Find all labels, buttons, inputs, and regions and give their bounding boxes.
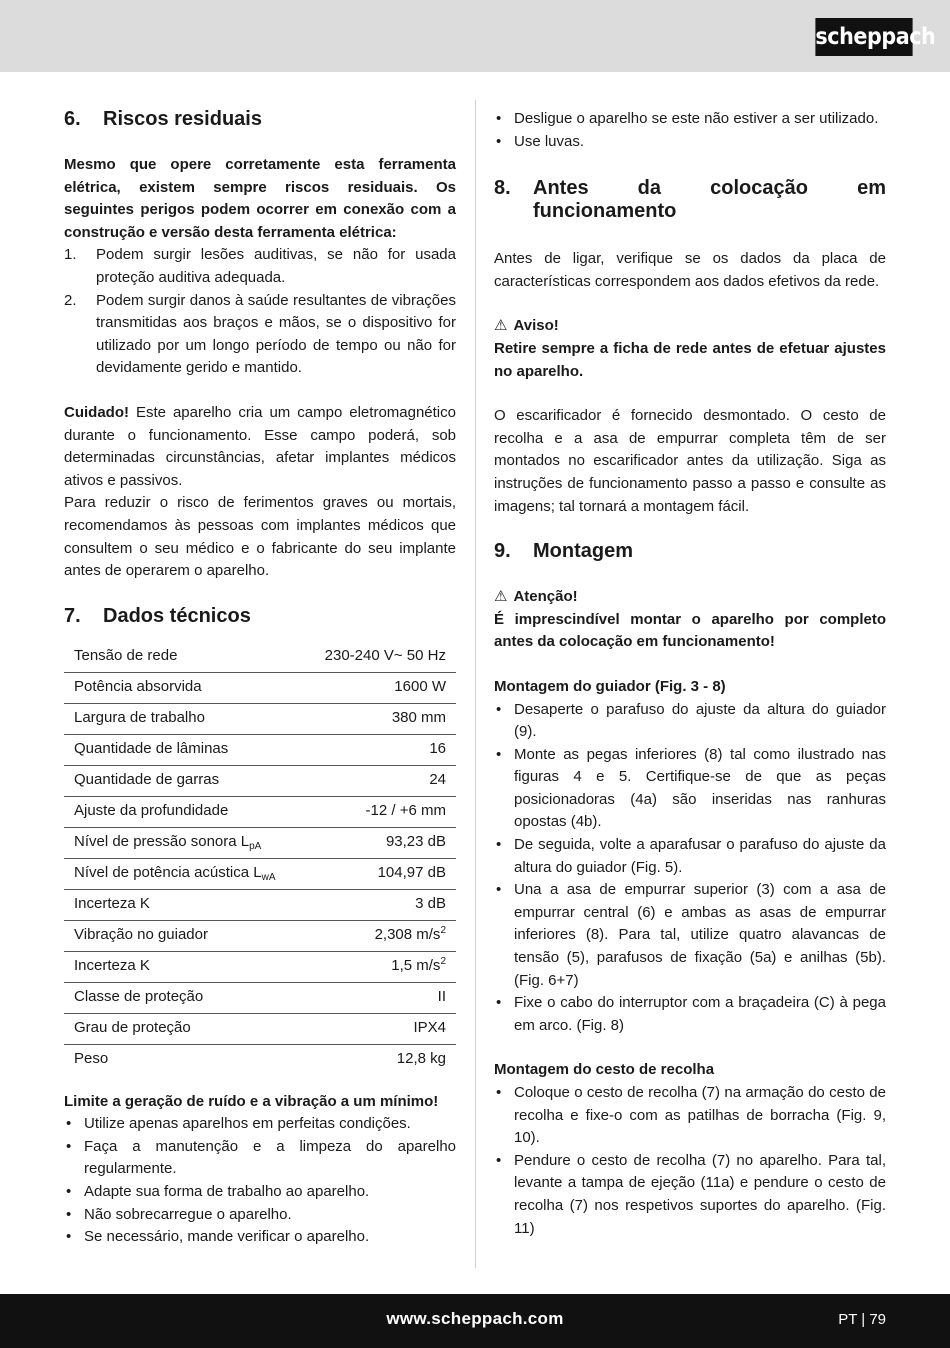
list-item: • Desaperte o parafuso do ajuste da altura do guiador (9). [496,700,886,741]
table-row: Largura de trabalho 380 mm [64,703,456,734]
caution-label: Cuidado! [64,403,129,421]
warning-text: Retire sempre a ficha de rede antes de efetuar ajustes no aparelho. [494,339,886,380]
warning-label-line: ⚠ Aviso! [494,315,886,338]
brand-logo: scheppach [815,18,912,56]
list-item: • Fixe o cabo do interruptor com a braçadeira (C) à pega em arco. (Fig. 8) [496,994,886,1034]
table-row: Nível de pressão sonora $L_{pA}$ 93,23 dB [64,827,456,858]
technical-data-table [64,642,456,1075]
section-8-heading [494,177,886,223]
warning-icon: ⚠ [494,317,508,335]
basket-assembly-heading: Montagem do cesto de recolha [494,1061,715,1079]
list-item: 2. Podem surgir danos à saúde resultantes de vibrações transmitidas aos braços e mãos, se o dispositivo for utilizado por um longo período de tempo ou não for devidamente gerido e mantido. [64,291,456,377]
list-item: • Faça a manutenção e a limpeza do aparelho regularmente. [66,1137,456,1178]
limit-heading: Limite a geração de ruído e a vibração a um mínimo! [64,1092,439,1110]
list-item: • Se necessário, mande verificar o aparelho. [66,1228,370,1246]
right-column [494,108,886,1240]
table-row: Tensão de rede 230-240 V~ 50 Hz [64,642,456,673]
risk-list [64,244,456,380]
implant-paragraph: Para reduzir o risco de ferimentos graves ou mortais, recomendamos às pessoas com implantes médicos que consultem o seu médico e o fabricante do seu implante antes de operarem o aparelho. [64,494,456,580]
list-item: • Coloque o cesto de recolha (7) na armação do cesto de recolha e fixe-o com as patilhas de borracha (Fig. 9, 10). [496,1084,886,1147]
table-row: Ajuste da profundidade -12 / +6 mm [64,796,456,827]
warning-icon: ⚠ [494,588,508,606]
website-link[interactable]: www.scheppach.com [386,1309,564,1328]
section-8-paragraph: Antes de ligar, verifique se os dados da placa de características correspondem aos dados efetivos da rede. [494,250,886,290]
list-item: • Não sobrecarregue o aparelho. [66,1205,292,1223]
basket-assembly-list [494,1082,886,1240]
caution-paragraph: Cuidado! Este aparelho cria um campo eletromagnético durante o funcionamento. Esse campo poderá, sob determinadas circunstâncias, afetar implantes médicos ativos e passivos. [64,403,456,489]
section-title: Dados técnicos [103,604,251,627]
column-divider [475,100,476,1268]
section-title: Montagem [533,540,633,563]
page-number: PT | 79 [838,1311,886,1328]
attention-text: É imprescindível montar o aparelho por completo antes da colocação em funcionamento! [494,610,886,651]
left-column [64,108,456,1249]
section-number: 7. [64,604,81,627]
table-row: Incerteza K 1,5 $m/s^2$ [64,951,456,982]
limit-list [64,1113,456,1249]
list-item: • Monte as pegas inferiores (8) tal como ilustrado nas figuras 4 e 5. Certifique-se de que as peças posicionadoras (4a) são inseridas nas ranhuras opostas (4b). [496,745,886,831]
section-6-intro: Mesmo que opere corretamente esta ferramenta elétrica, existem sempre riscos residuais. Os seguintes perigos podem ocorrer em conexão com a construção e versão desta ferramenta elétrica: [64,156,456,241]
table-row: Vibração no guiador 2,308 $m/s^2$ [64,920,456,951]
list-item: • Utilize apenas aparelhos em perfeitas condições. [66,1115,411,1133]
attention-label-line: ⚠ Atenção! [494,586,886,609]
list-item: • De seguida, volte a aparafusar o parafuso do ajuste da altura do guiador (Fig. 5). [496,836,886,876]
limit-list-continued [494,108,886,153]
handlebar-assembly-heading: Montagem do guiador (Fig. 3 - 8) [494,677,726,695]
list-item: 1. Podem surgir lesões auditivas, se não for usada proteção auditiva adequada. [64,246,456,286]
section-number: 6. [64,108,81,130]
section-title: Riscos residuais [103,108,262,130]
list-item: • Use luvas. [496,132,585,150]
section-number: 9. [494,540,511,563]
section-7-heading [64,605,456,628]
table-row: Incerteza K 3 dB [64,889,456,920]
section-9-heading [494,540,886,563]
table-row: Quantidade de lâminas 16 [64,734,456,765]
table-row: Peso 12,8 kg [74,1050,446,1068]
table-row: Potência absorvida 1600 W [64,672,456,703]
table-row: Nível de potência acústica $L_{wA}$ 104,97 dB [64,858,456,889]
list-item: • Una a asa de empurrar superior (3) com a asa de empurrar central (6) e ambas as asas de empurrar inferiores (8). Para tal, utilize quatro alavancas de tensão (5), parafusos de fixação (5a) e anilhas (5b). (Fig. 6+7) [496,881,886,989]
table-row: Grau de proteção IPX4 [64,1013,456,1044]
header-bar [0,0,950,72]
footer-bar [0,1294,950,1348]
handlebar-assembly-list [494,699,886,1038]
list-item: • Pendure o cesto de recolha (7) no aparelho. Para tal, levante a tampa de ejeção (11a) e pendure o cesto de recolha (7) nos respetivos suportes do aparelho. (Fig. 11) [496,1151,886,1237]
section-title: Antes da colocação em funcionamento [533,177,886,223]
table-row: Quantidade de garras 24 [64,765,456,796]
table-row: Classe de proteção II [64,982,456,1013]
section-6-heading [64,108,456,131]
list-item: • Adapte sua forma de trabalho ao aparelho. [66,1183,370,1201]
section-number: 8. [494,177,511,200]
assembly-intro-paragraph: O escarificador é fornecido desmontado. O cesto de recolha e a asa de empurrar completa têm de ser montados no escarificador antes da utilização. Siga as instruções de funcionamento passo a passo e consulte as imagens; tal tornará a montagem fácil. [494,407,886,515]
list-item: • Desligue o aparelho se este não estiver a ser utilizado. [496,110,879,127]
